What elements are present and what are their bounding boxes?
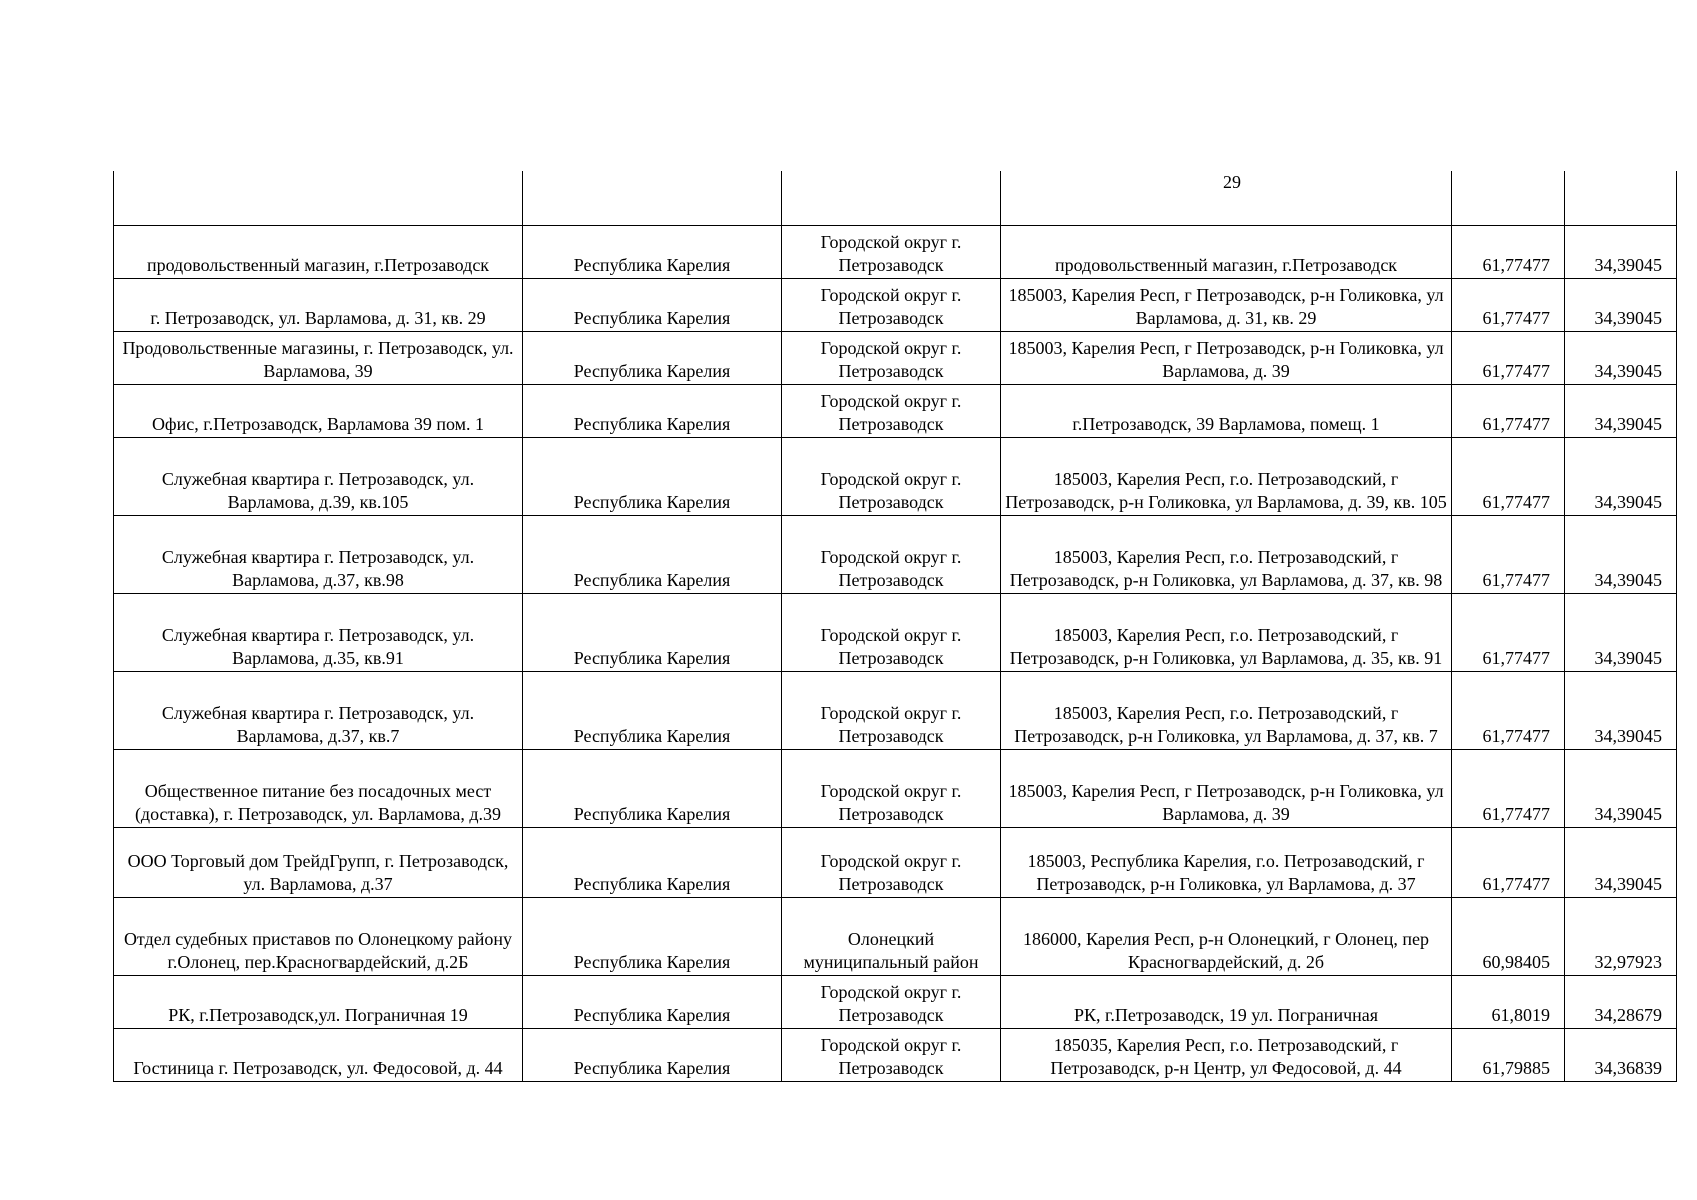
table-row [114,593,1677,671]
municipality-cell: Городской округ г. Петрозаводск [782,515,1001,593]
municipality-cell: Городской округ г. Петрозаводск [782,437,1001,515]
latitude-cell: 61,77477 [1452,671,1565,749]
address-cell: продовольственный магазин, г.Петрозаводск [1001,225,1452,278]
top-cell [782,171,1001,225]
region-cell: Республика Карелия [523,671,782,749]
municipality-cell: Городской округ г. Петрозаводск [782,593,1001,671]
object-name-cell: РК, г.Петрозаводск,ул. Пограничная 19 [114,975,523,1028]
latitude-cell: 61,77477 [1452,827,1565,897]
latitude-cell: 61,79885 [1452,1028,1565,1081]
object-name-cell: Служебная квартира г. Петрозаводск, ул. Варламова, д.39, кв.105 [114,437,523,515]
region-cell: Республика Карелия [523,278,782,331]
table-row [114,225,1677,278]
region-cell: Республика Карелия [523,331,782,384]
municipality-cell: Олонецкий муниципальный район [782,897,1001,975]
table-row [114,384,1677,437]
table-row [114,827,1677,897]
region-cell: Республика Карелия [523,384,782,437]
table-row [114,975,1677,1028]
top-cell [114,171,523,225]
table-row [114,515,1677,593]
object-name-cell: продовольственный магазин, г.Петрозаводск [114,225,523,278]
page-number: 29 [1223,172,1241,192]
address-cell: 185003, Карелия Респ, г Петрозаводск, р-н Голиковка, ул Варламова, д. 31, кв. 29 [1001,278,1452,331]
longitude-cell: 34,39045 [1565,225,1677,278]
region-cell: Республика Карелия [523,897,782,975]
latitude-cell: 61,77477 [1452,331,1565,384]
municipality-cell: Городской округ г. Петрозаводск [782,225,1001,278]
table-row [114,331,1677,384]
top-cell [1001,171,1452,225]
object-name-cell: ООО Торговый дом ТрейдГрупп, г. Петрозаводск, ул. Варламова, д.37 [114,827,523,897]
table-row [114,1028,1677,1081]
address-cell: 185003, Карелия Респ, г.о. Петрозаводский, г Петрозаводск, р-н Голиковка, ул Варламова, д. 37, кв. 98 [1001,515,1452,593]
region-cell: Республика Карелия [523,827,782,897]
latitude-cell: 60,98405 [1452,897,1565,975]
address-cell: 185035, Карелия Респ, г.о. Петрозаводский, г Петрозаводск, р-н Центр, ул Федосовой, д. 44 [1001,1028,1452,1081]
object-name-cell: Служебная квартира г. Петрозаводск, ул. Варламова, д.35, кв.91 [114,593,523,671]
table-row [114,897,1677,975]
registry-table [113,171,1677,1082]
region-cell: Республика Карелия [523,749,782,827]
latitude-cell: 61,77477 [1452,437,1565,515]
latitude-cell: 61,77477 [1452,593,1565,671]
longitude-cell: 34,39045 [1565,671,1677,749]
municipality-cell: Городской округ г. Петрозаводск [782,671,1001,749]
table-row [114,437,1677,515]
region-cell: Республика Карелия [523,437,782,515]
address-cell: 185003, Карелия Респ, г.о. Петрозаводский, г Петрозаводск, р-н Голиковка, ул Варламова, д. 35, кв. 91 [1001,593,1452,671]
latitude-cell: 61,77477 [1452,749,1565,827]
longitude-cell: 34,39045 [1565,593,1677,671]
longitude-cell: 34,39045 [1565,278,1677,331]
longitude-cell: 34,39045 [1565,515,1677,593]
municipality-cell: Городской округ г. Петрозаводск [782,827,1001,897]
address-cell: 185003, Республика Карелия, г.о. Петрозаводский, г Петрозаводск, р-н Голиковка, ул Варламова, д. 37 [1001,827,1452,897]
address-cell: РК, г.Петрозаводск, 19 ул. Пограничная [1001,975,1452,1028]
table-row [114,749,1677,827]
address-cell: 185003, Карелия Респ, г Петрозаводск, р-н Голиковка, ул Варламова, д. 39 [1001,331,1452,384]
object-name-cell: Офис, г.Петрозаводск, Варламова 39 пом. 1 [114,384,523,437]
top-cell [1565,171,1677,225]
longitude-cell: 34,28679 [1565,975,1677,1028]
address-cell: 185003, Карелия Респ, г.о. Петрозаводский, г Петрозаводск, р-н Голиковка, ул Варламова, д. 39, кв. 105 [1001,437,1452,515]
region-cell: Республика Карелия [523,225,782,278]
object-name-cell: г. Петрозаводск, ул. Варламова, д. 31, кв. 29 [114,278,523,331]
latitude-cell: 61,8019 [1452,975,1565,1028]
top-cell [1452,171,1565,225]
region-cell: Республика Карелия [523,593,782,671]
object-name-cell: Служебная квартира г. Петрозаводск, ул. Варламова, д.37, кв.98 [114,515,523,593]
municipality-cell: Городской округ г. Петрозаводск [782,278,1001,331]
object-name-cell: Служебная квартира г. Петрозаводск, ул. Варламова, д.37, кв.7 [114,671,523,749]
address-cell: 185003, Карелия Респ, г Петрозаводск, р-н Голиковка, ул Варламова, д. 39 [1001,749,1452,827]
table-row [114,278,1677,331]
longitude-cell: 34,36839 [1565,1028,1677,1081]
latitude-cell: 61,77477 [1452,384,1565,437]
object-name-cell: Гостиница г. Петрозаводск, ул. Федосовой, д. 44 [114,1028,523,1081]
municipality-cell: Городской округ г. Петрозаводск [782,331,1001,384]
latitude-cell: 61,77477 [1452,225,1565,278]
table-top-row [114,171,1677,225]
region-cell: Республика Карелия [523,1028,782,1081]
table-row [114,671,1677,749]
latitude-cell: 61,77477 [1452,515,1565,593]
region-cell: Республика Карелия [523,975,782,1028]
municipality-cell: Городской округ г. Петрозаводск [782,749,1001,827]
longitude-cell: 34,39045 [1565,827,1677,897]
top-cell [523,171,782,225]
latitude-cell: 61,77477 [1452,278,1565,331]
address-cell: г.Петрозаводск, 39 Варламова, помещ. 1 [1001,384,1452,437]
longitude-cell: 34,39045 [1565,384,1677,437]
region-cell: Республика Карелия [523,515,782,593]
longitude-cell: 34,39045 [1565,437,1677,515]
address-cell: 185003, Карелия Респ, г.о. Петрозаводский, г Петрозаводск, р-н Голиковка, ул Варламова, д. 37, кв. 7 [1001,671,1452,749]
object-name-cell: Продовольственные магазины, г. Петрозаводск, ул. Варламова, 39 [114,331,523,384]
municipality-cell: Городской округ г. Петрозаводск [782,384,1001,437]
object-name-cell: Общественное питание без посадочных мест (доставка), г. Петрозаводск, ул. Варламова, д.39 [114,749,523,827]
address-cell: 186000, Карелия Респ, р-н Олонецкий, г Олонец, пер Красногвардейский, д. 2б [1001,897,1452,975]
object-name-cell: Отдел судебных приставов по Олонецкому району г.Олонец, пер.Красногвардейский, д.2Б [114,897,523,975]
longitude-cell: 32,97923 [1565,897,1677,975]
municipality-cell: Городской округ г. Петрозаводск [782,975,1001,1028]
municipality-cell: Городской округ г. Петрозаводск [782,1028,1001,1081]
longitude-cell: 34,39045 [1565,749,1677,827]
registry-table-body [114,171,1677,1081]
longitude-cell: 34,39045 [1565,331,1677,384]
